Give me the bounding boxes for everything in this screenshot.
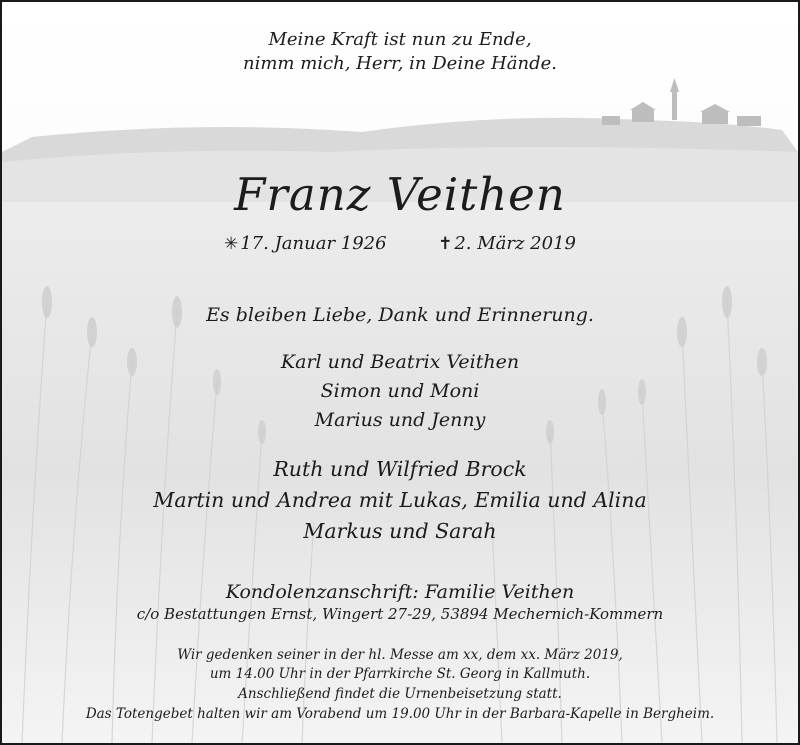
birth-star-icon: ✳ bbox=[223, 234, 239, 254]
death-date: 2. März 2019 bbox=[454, 233, 576, 254]
life-dates bbox=[2, 232, 798, 256]
death-cross-icon: ✝ bbox=[438, 234, 453, 254]
service-line: um 14.00 Uhr in der Pfarrkirche St. Georg in Kallmuth. bbox=[209, 666, 591, 682]
death-date-group bbox=[438, 232, 576, 256]
birth-date: 17. Januar 1926 bbox=[240, 233, 387, 254]
condolence-heading: Kondolenzanschrift: Familie Veithen bbox=[225, 581, 575, 603]
remembrance-line: Es bleiben Liebe, Dank und Erinnerung. bbox=[206, 304, 594, 326]
deceased-name: Franz Veithen bbox=[234, 168, 566, 221]
motto-line-2: nimm mich, Herr, in Deine Hände. bbox=[243, 53, 557, 74]
service-line: Wir gedenken seiner in der hl. Messe am xx, dem xx. März 2019, bbox=[177, 647, 623, 663]
condolence-address: c/o Bestattungen Ernst, Wingert 27-29, 53894 Mechernich-Kommern bbox=[136, 605, 664, 623]
family-line: Marius und Jenny bbox=[314, 409, 486, 431]
family-line: Karl und Beatrix Veithen bbox=[280, 351, 520, 373]
family-line: Markus und Sarah bbox=[303, 519, 497, 543]
family-line: Ruth und Wilfried Brock bbox=[273, 457, 527, 481]
motto-line-1: Meine Kraft ist nun zu Ende, bbox=[268, 29, 532, 50]
service-line: Anschließend findet die Urnenbeisetzung statt. bbox=[238, 686, 562, 702]
birth-date-group bbox=[224, 232, 387, 256]
family-line: Simon und Moni bbox=[320, 380, 480, 402]
service-line: Das Totengebet halten wir am Vorabend um 19.00 Uhr in der Barbara-Kapelle in Bergheim. bbox=[85, 706, 715, 722]
family-line: Martin und Andrea mit Lukas, Emilia und Alina bbox=[153, 488, 647, 512]
